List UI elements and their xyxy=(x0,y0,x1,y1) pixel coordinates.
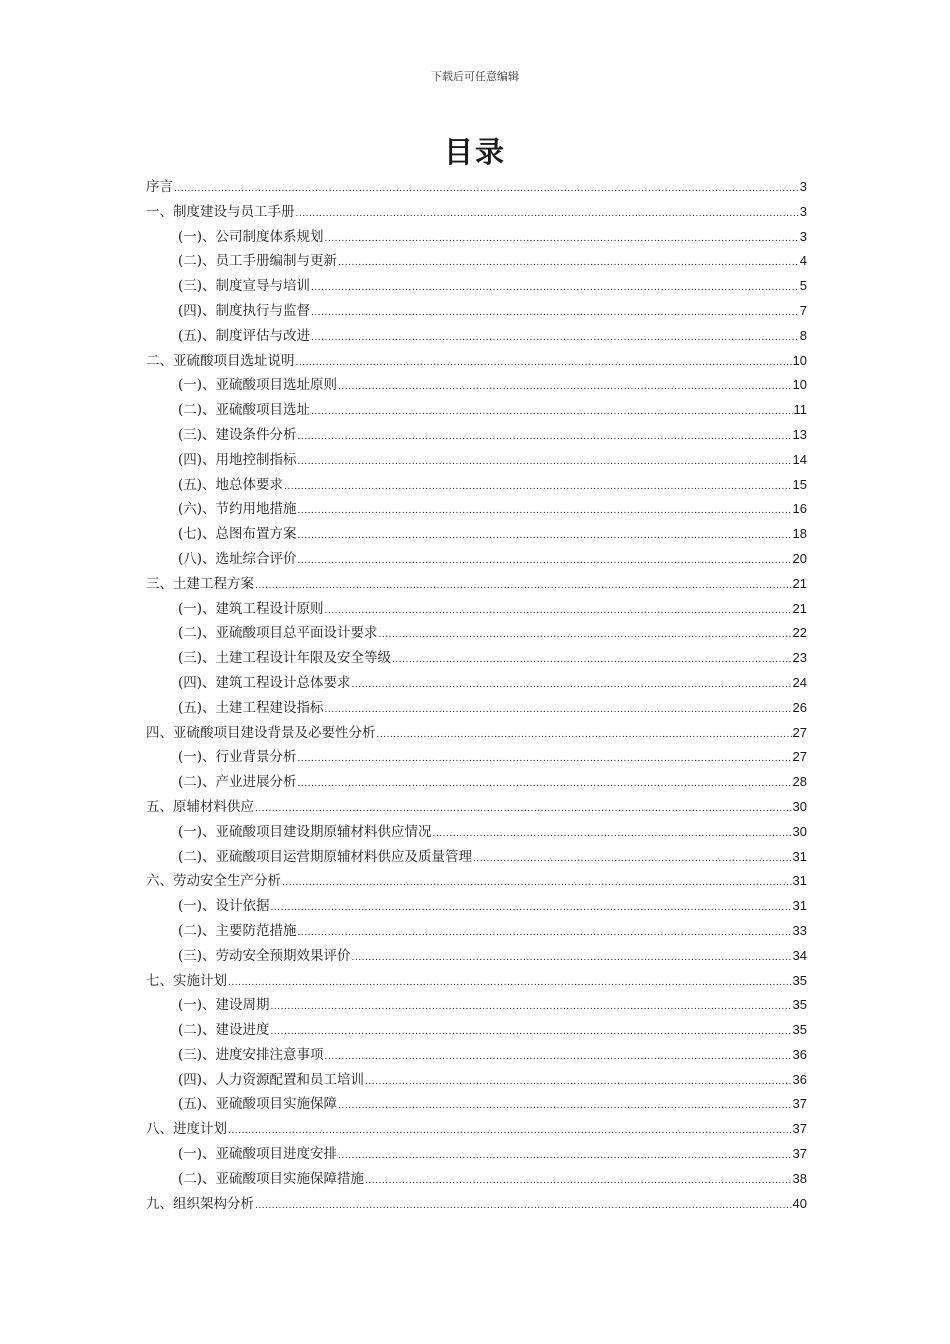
toc-leader-dots xyxy=(377,730,792,740)
toc-leader-dots xyxy=(228,978,792,988)
toc-entry-label: (五)、土建工程建设指标 xyxy=(178,699,324,716)
toc-leader-dots xyxy=(325,705,792,715)
toc-leader-dots xyxy=(298,556,792,566)
toc-entry-page: 27 xyxy=(792,749,807,765)
toc-leader-dots xyxy=(284,482,791,492)
toc-entry-label: (五)、地总体要求 xyxy=(178,476,284,493)
toc-entry-page: 30 xyxy=(792,823,807,839)
toc-leader-dots xyxy=(255,1201,792,1211)
toc-entry-label: (七)、总图布置方案 xyxy=(178,526,297,543)
toc-entry-label: (五)、亚硫酸项目实施保障 xyxy=(178,1096,338,1113)
toc-entry-label: (一)、设计依据 xyxy=(178,898,270,915)
toc-leader-dots xyxy=(298,754,792,764)
toc-entry[interactable] xyxy=(146,522,807,547)
toc-entry[interactable] xyxy=(146,299,807,324)
toc-entry-page: 27 xyxy=(792,724,807,740)
toc-entry[interactable] xyxy=(146,919,807,944)
toc-entry-label: 七、实施计划 xyxy=(146,972,227,989)
toc-entry[interactable] xyxy=(146,1167,807,1192)
header-note: 下载后可任意编辑 xyxy=(431,70,519,83)
toc-entry[interactable] xyxy=(146,200,807,225)
toc-entry[interactable] xyxy=(146,1192,807,1217)
toc-leader-dots xyxy=(271,1002,792,1012)
toc-entry[interactable] xyxy=(146,894,807,919)
toc-entry-page: 15 xyxy=(792,476,807,492)
toc-entry[interactable] xyxy=(146,547,807,572)
toc-entry-label: 序言 xyxy=(146,179,173,195)
toc-entry[interactable] xyxy=(146,944,807,969)
toc-entry-label: (二)、亚硫酸项目运营期原辅材料供应及质量管理 xyxy=(178,848,473,865)
toc-entry[interactable] xyxy=(146,671,807,696)
toc-entry-page: 37 xyxy=(792,1096,807,1112)
toc-entry-page: 33 xyxy=(792,922,807,938)
toc-entry-page: 7 xyxy=(799,302,807,318)
table-of-contents xyxy=(146,175,807,1216)
toc-entry-label: (四)、人力资源配置和员工培训 xyxy=(178,1071,365,1088)
toc-entry[interactable] xyxy=(146,1092,807,1117)
toc-entry[interactable] xyxy=(146,820,807,845)
toc-entry-page: 31 xyxy=(792,898,807,914)
toc-entry[interactable] xyxy=(146,249,807,274)
toc-entry-label: (六)、节约用地措施 xyxy=(178,501,297,518)
toc-entry[interactable] xyxy=(146,869,807,894)
toc-entry[interactable] xyxy=(146,1043,807,1068)
toc-leader-dots xyxy=(352,953,792,963)
toc-entry-page: 24 xyxy=(792,674,807,690)
toc-entry-label: 四、亚硫酸项目建设背景及必要性分析 xyxy=(146,724,376,741)
toc-leader-dots xyxy=(311,333,799,343)
toc-leader-dots xyxy=(296,209,799,219)
toc-entry-label: 三、土建工程方案 xyxy=(146,575,254,592)
toc-entry-label: (三)、土建工程设计年限及安全等级 xyxy=(178,650,392,667)
toc-entry[interactable] xyxy=(146,1117,807,1142)
toc-entry[interactable] xyxy=(146,473,807,498)
toc-entry-label: (三)、劳动安全预期效果评价 xyxy=(178,947,351,964)
toc-entry-label: (三)、制度宣导与培训 xyxy=(178,278,311,295)
toc-entry[interactable] xyxy=(146,448,807,473)
toc-entry[interactable] xyxy=(146,497,807,522)
toc-entry-label: (二)、亚硫酸项目总平面设计要求 xyxy=(178,625,378,642)
toc-entry-page: 37 xyxy=(792,1121,807,1137)
toc-entry-label: 五、原辅材料供应 xyxy=(146,798,254,815)
toc-entry-label: 六、劳动安全生产分析 xyxy=(146,873,281,890)
toc-leader-dots xyxy=(325,234,799,244)
toc-entry[interactable] xyxy=(146,349,807,374)
toc-entry-page: 28 xyxy=(792,774,807,790)
toc-leader-dots xyxy=(311,283,799,293)
toc-leader-dots xyxy=(298,779,792,789)
toc-leader-dots xyxy=(365,1176,791,1186)
toc-leader-dots xyxy=(311,308,799,318)
toc-leader-dots xyxy=(352,680,792,690)
toc-entry-page: 20 xyxy=(792,550,807,566)
toc-leader-dots xyxy=(325,606,792,616)
toc-entry-page: 35 xyxy=(792,997,807,1013)
toc-entry-label: (四)、用地控制指标 xyxy=(178,451,297,468)
toc-entry-label: 九、组织架构分析 xyxy=(146,1195,254,1212)
toc-entry-label: 二、亚硫酸项目选址说明 xyxy=(146,352,295,369)
toc-leader-dots xyxy=(298,506,792,516)
toc-entry[interactable] xyxy=(146,1142,807,1167)
toc-entry[interactable] xyxy=(146,175,807,200)
toc-leader-dots xyxy=(298,432,792,442)
toc-leader-dots xyxy=(338,1101,791,1111)
toc-entry-page: 18 xyxy=(792,526,807,542)
toc-entry-page: 23 xyxy=(792,650,807,666)
toc-leader-dots xyxy=(271,1027,792,1037)
toc-entry-label: (三)、进度安排注意事项 xyxy=(178,1046,324,1063)
toc-leader-dots xyxy=(338,382,791,392)
toc-entry[interactable] xyxy=(146,770,807,795)
toc-entry-label: (二)、亚硫酸项目实施保障措施 xyxy=(178,1170,365,1187)
toc-entry-label: (八)、选址综合评价 xyxy=(178,550,297,567)
toc-entry-label: (一)、亚硫酸项目建设期原辅材料供应情况 xyxy=(178,823,432,840)
toc-entry-label: (二)、产业进展分析 xyxy=(178,774,297,791)
toc-entry-page: 8 xyxy=(799,327,807,343)
toc-entry-label: (三)、建设条件分析 xyxy=(178,426,297,443)
toc-entry-page: 4 xyxy=(799,253,807,269)
toc-leader-dots xyxy=(255,581,792,591)
toc-entry-label: (二)、亚硫酸项目选址 xyxy=(178,402,311,419)
toc-entry-page: 31 xyxy=(792,873,807,889)
toc-entry[interactable] xyxy=(146,572,807,597)
toc-leader-dots xyxy=(282,878,792,888)
toc-entry[interactable] xyxy=(146,597,807,622)
toc-entry-label: (五)、制度评估与改进 xyxy=(178,327,311,344)
toc-entry-label: 一、制度建设与员工手册 xyxy=(146,203,295,220)
toc-entry-page: 36 xyxy=(792,1046,807,1062)
toc-entry-page: 14 xyxy=(792,451,807,467)
toc-entry-label: (一)、建设周期 xyxy=(178,997,270,1014)
toc-entry-page: 22 xyxy=(792,625,807,641)
toc-leader-dots xyxy=(379,630,792,640)
toc-entry-page: 16 xyxy=(792,501,807,517)
toc-entry-label: 八、进度计划 xyxy=(146,1121,227,1138)
toc-entry-page: 5 xyxy=(799,278,807,294)
toc-entry[interactable] xyxy=(146,398,807,423)
toc-entry-label: (一)、亚硫酸项目进度安排 xyxy=(178,1146,338,1163)
toc-leader-dots xyxy=(325,1052,792,1062)
toc-leader-dots xyxy=(338,258,799,268)
toc-entry-page: 3 xyxy=(799,179,807,194)
toc-entry-label: (二)、建设进度 xyxy=(178,1022,270,1039)
toc-entry[interactable] xyxy=(146,993,807,1018)
toc-entry-page: 36 xyxy=(792,1071,807,1087)
toc-leader-dots xyxy=(298,531,792,541)
toc-leader-dots xyxy=(338,1151,791,1161)
toc-entry-page: 38 xyxy=(792,1170,807,1186)
toc-entry-page: 21 xyxy=(792,575,807,591)
toc-leader-dots xyxy=(392,655,791,665)
toc-entry[interactable] xyxy=(146,969,807,994)
toc-leader-dots xyxy=(473,854,791,864)
toc-entry-label: (一)、行业背景分析 xyxy=(178,749,297,766)
toc-entry-page: 26 xyxy=(792,699,807,715)
toc-entry-label: (一)、建筑工程设计原则 xyxy=(178,600,324,617)
page-title: 目录 xyxy=(443,135,506,169)
toc-entry[interactable] xyxy=(146,621,807,646)
toc-leader-dots xyxy=(255,804,792,814)
toc-entry-page: 31 xyxy=(792,848,807,864)
toc-entry-page: 35 xyxy=(792,1022,807,1038)
toc-entry[interactable] xyxy=(146,324,807,349)
toc-entry[interactable] xyxy=(146,721,807,746)
toc-leader-dots xyxy=(311,407,792,417)
toc-entry-label: (二)、员工手册编制与更新 xyxy=(178,253,338,270)
toc-entry[interactable] xyxy=(146,373,807,398)
toc-entry[interactable] xyxy=(146,1068,807,1093)
toc-entry-label: (一)、亚硫酸项目选址原则 xyxy=(178,377,338,394)
toc-entry[interactable] xyxy=(146,423,807,448)
toc-entry-page: 3 xyxy=(799,228,807,244)
toc-entry-page: 3 xyxy=(799,203,807,219)
toc-entry[interactable] xyxy=(146,274,807,299)
toc-entry-page: 30 xyxy=(792,798,807,814)
toc-entry-page: 10 xyxy=(792,377,807,393)
toc-entry-page: 37 xyxy=(792,1146,807,1162)
toc-entry-label: (二)、主要防范措施 xyxy=(178,922,297,939)
toc-leader-dots xyxy=(433,829,792,839)
toc-entry[interactable] xyxy=(146,646,807,671)
toc-entry-page: 40 xyxy=(792,1195,807,1211)
toc-entry-page: 11 xyxy=(793,402,807,418)
toc-entry-label: (四)、建筑工程设计总体要求 xyxy=(178,674,351,691)
toc-entry[interactable] xyxy=(146,795,807,820)
toc-entry-page: 13 xyxy=(792,426,807,442)
toc-leader-dots xyxy=(228,1126,792,1136)
toc-entry[interactable] xyxy=(146,225,807,250)
toc-leader-dots xyxy=(298,928,792,938)
toc-entry-page: 10 xyxy=(792,352,807,368)
toc-entry-label: (四)、制度执行与监督 xyxy=(178,302,311,319)
toc-entry-page: 34 xyxy=(792,947,807,963)
toc-entry[interactable] xyxy=(146,845,807,870)
toc-leader-dots xyxy=(365,1077,791,1087)
toc-leader-dots xyxy=(271,903,792,913)
toc-entry-label: (一)、公司制度体系规划 xyxy=(178,228,324,245)
toc-entry[interactable] xyxy=(146,1018,807,1043)
toc-entry-page: 35 xyxy=(792,972,807,988)
toc-entry[interactable] xyxy=(146,696,807,721)
toc-leader-dots xyxy=(296,358,792,368)
toc-leader-dots xyxy=(298,457,792,467)
toc-entry[interactable] xyxy=(146,745,807,770)
toc-entry-page: 21 xyxy=(792,600,807,616)
toc-leader-dots xyxy=(174,184,799,194)
